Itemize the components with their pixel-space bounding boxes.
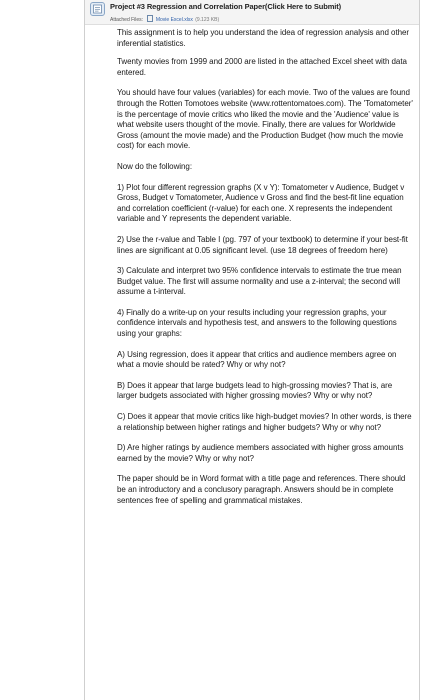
paragraph-step-4: 4) Finally do a write-up on your results including your regression graphs, your confidence intervals and hypothesis test, and answers to the following questions using your graphs: (117, 307, 397, 339)
paragraph-step-1: 1) Plot four different regression graphs (X v Y): Tomatometer v Audience, Budget v Gross, Budget v Tomatometer, Audience v Gross and find the best-fit line equation and correlation coefficient (r-value) for each one. X represents the independent variable and Y represents the dependent variable. (117, 182, 405, 224)
paragraph-instructions-heading: Now do the following: (117, 161, 192, 171)
paragraph-question-a: A) Using regression, does it appear that critics and audience members agree on what a movie should be rated? Why or why not? (117, 349, 397, 370)
paragraph-step-2: 2) Use the r-value and Table I (pg. 797 of your textbook) to determine if your best-fit lines are significant at 0.05 significant level. (use 18 degrees of freedom here) (117, 234, 408, 255)
assignment-header (85, 0, 419, 25)
assignment-title-link[interactable]: Project #3 Regression and Correlation Paper(Click Here to Submit) (110, 2, 342, 11)
paragraph-movies: Twenty movies from 1999 and 2000 are listed in the attached Excel sheet with data entered. (117, 57, 407, 77)
paragraph-variables: You should have four values (variables) for each movie. Two of the values are found through the Rotten Tomotoes website (www.rottentomatoes.com). The 'Tomatometer' is the percentage of movie critics who liked the movie and the 'Audience' value is what website users thought of the movie. Finally, there are values for Worldwide Gross (amount the movie made) and the Production Budget (how much the movie cost) for each movie. (117, 88, 413, 151)
paragraph-format: The paper should be in Word format with a title page and references. There should be an introductory and a conclusory paragraph. Answers should be in complete sentences free of spelling and grammatical mistakes. (117, 474, 406, 505)
paragraph-question-c: C) Does it appear that movie critics like high-budget movies? In other words, is there a relationship between higher ratings and higher budgets? Why or why not? (117, 412, 412, 432)
attached-file-size: (9.123 KB) (195, 17, 220, 23)
paragraph-question-d: D) Are higher ratings by audience members associated with higher gross amounts earned by the movie? Why or why not? (117, 443, 404, 463)
paragraph-step-3: 3) Calculate and interpret two 95% confidence intervals to estimate the true mean Budget value. The first will assume normality and use a z-interval; the second will assume a t-interval. (117, 266, 402, 297)
attached-file-link[interactable]: Movie Excel.xlsx (155, 17, 193, 23)
assignment-panel (84, 0, 420, 700)
attached-files-row (110, 15, 219, 23)
paragraph-intro: This assignment is to help you understand the idea of regression analysis and other inferential statistics. (117, 28, 410, 48)
attached-files-label: Attached Files: (110, 17, 144, 23)
assignment-body (117, 28, 413, 516)
file-icon (147, 15, 153, 22)
paragraph-question-b: B) Does it appear that large budgets lead to high-grossing movies? That is, are larger budgets associated with higher grossing movies? Why or why not? (117, 380, 393, 401)
assignment-icon (90, 2, 105, 16)
